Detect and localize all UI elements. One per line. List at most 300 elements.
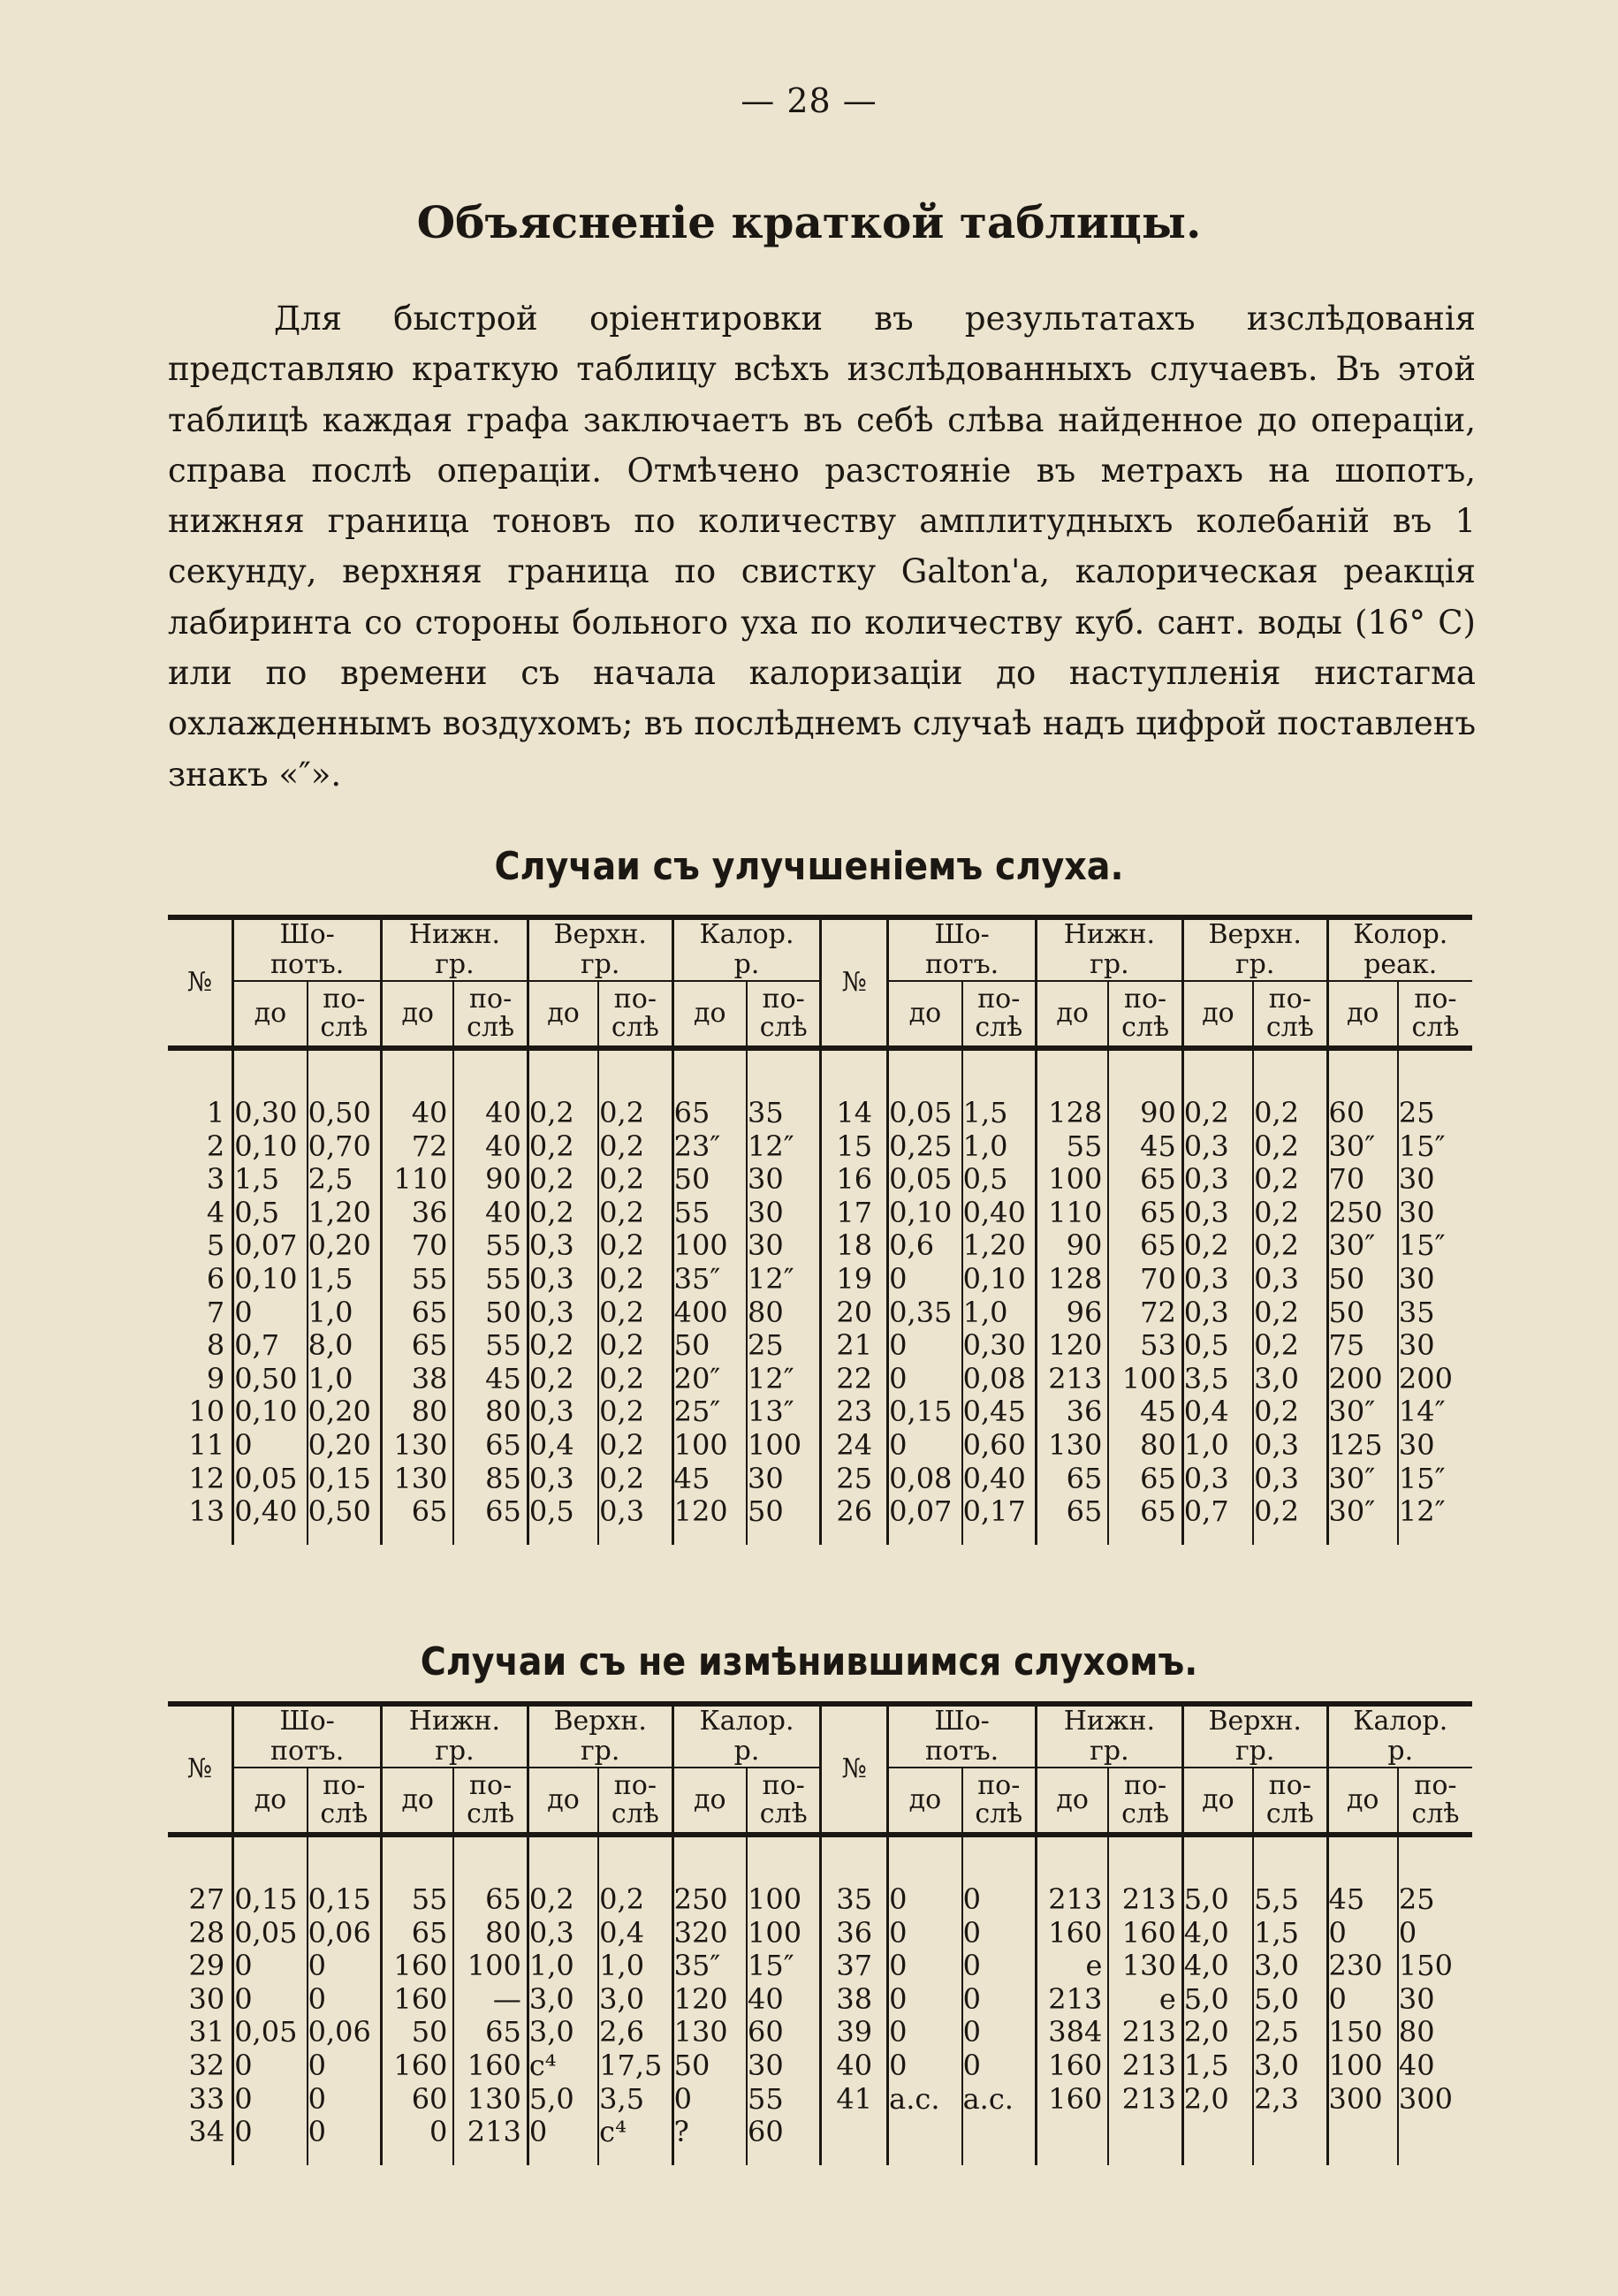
table-cell: 0 [888,1329,962,1363]
after-header: по- слѣ [1253,1768,1327,1835]
table-cell: 0,10 [233,1263,308,1296]
table-cell: 14 [821,1097,888,1130]
after-header: по- слѣ [747,1768,821,1835]
table-cell: 30 [1398,1163,1472,1197]
table-cell: 25″ [672,1395,747,1429]
table-cell: 45 [672,1463,747,1496]
table-cell: 0,3 [598,1495,672,1529]
table-cell: 0 [962,1883,1037,1917]
table-cell: 213 [1108,1883,1182,1917]
table-cell: 55 [382,1883,454,1917]
table-cell: 0,2 [1253,1229,1327,1263]
table-cell: 0,40 [233,1495,308,1529]
table-cell: 130 [382,1429,454,1463]
table-cell: 160 [1037,2083,1109,2117]
table-cell: 15 [821,1130,888,1164]
table-cell: 0 [233,1983,308,2017]
table-cell: 80 [1108,1429,1182,1463]
table-cell: 13 [188,1494,225,1529]
before-header: до [1182,981,1253,1048]
table-cell: 0,2 [528,1197,598,1230]
table-cell: 1,5 [1182,2049,1253,2083]
table-cell: 30 [747,1463,821,1496]
table-cell: 0 [308,1983,382,2017]
table-cell: 0,2 [1253,1163,1327,1197]
table-cell: 65 [672,1097,747,1130]
table-cell: 65 [382,1296,454,1330]
table-cell: 50 [1327,1296,1398,1330]
table-cell: 30 [747,2049,821,2083]
table-cell: 80 [1398,2016,1472,2049]
table-cell: 0 [962,2049,1037,2083]
table-cell: 65 [453,1429,528,1463]
table-cell: 35 [1398,1296,1472,1330]
table-cell: 40 [453,1130,528,1164]
table-cell: 5,0 [1253,1983,1327,2017]
table-cell: 80 [382,1395,454,1429]
unchanged-hearing-title: Случаи съ не измѣнившимся слухомъ. [420,1639,1198,1684]
table-cell: 7 [206,1295,225,1329]
table-cell: 0,06 [308,2016,382,2049]
after-header: по- слѣ [962,981,1037,1048]
table-cell: 100 [1037,1163,1109,1197]
table-cell: 0,5 [233,1197,308,1230]
after-header: по- слѣ [598,1768,672,1835]
table-cell: 2,6 [598,2016,672,2049]
table-cell: 0,3 [1182,1263,1253,1296]
table-cell: 0,50 [308,1097,382,1130]
table-cell: 0,3 [1182,1463,1253,1496]
table-cell: 3,0 [1253,2049,1327,2083]
before-header: до [233,1768,308,1835]
table-cell: 36 [382,1197,454,1230]
table-cell: 65 [453,1883,528,1917]
col-group-header: Калор. р. [1327,1707,1472,1768]
table-cell: 45 [1327,1883,1398,1917]
table-cell: 65 [1108,1495,1182,1529]
table-cell: 0,4 [528,1429,598,1463]
table-cell: 0,2 [528,1363,598,1396]
table-cell: 120 [672,1495,747,1529]
table-cell: 0 [233,1950,308,1983]
table-cell: 19 [821,1263,888,1296]
table-cell: 0,2 [598,1163,672,1197]
table-cell: 213 [1108,2016,1182,2049]
table-row [168,2049,1472,2083]
table-cell: 65 [382,1917,454,1950]
table-cell: 0 [1398,1917,1472,1950]
before-header: до [528,981,598,1048]
table-cell: 130 [1108,1950,1182,1983]
table-cell: 0 [308,2116,382,2149]
table-cell: 5,0 [1182,1883,1253,1917]
before-header: до [672,981,747,1048]
table-cell: 65 [1108,1463,1182,1496]
col-group-header: Шо- потъ. [888,1707,1037,1768]
table-cell: 16 [821,1163,888,1197]
table-cell: 55 [453,1229,528,1263]
table-cell: 30 [1398,1429,1472,1463]
table-cell: 25 [747,1329,821,1363]
table-row [168,1229,1472,1263]
table-cell: 0,7 [233,1329,308,1363]
table-cell: 45 [1108,1130,1182,1164]
table-cell: 55 [1037,1130,1109,1164]
table-cell: 213 [1108,2083,1182,2117]
table-cell: 30 [188,1981,225,2016]
table-cell: 150 [1398,1950,1472,1983]
table-cell: 9 [206,1361,225,1395]
table-cell: 40 [747,1983,821,2017]
before-header: до [1037,981,1109,1048]
table-row [168,2083,1472,2117]
table-cell: 1 [206,1096,225,1129]
table-row [168,1883,1472,1917]
before-header: до [888,981,962,1048]
table-cell: 1,20 [962,1229,1037,1263]
table-cell: 2,5 [308,1163,382,1197]
table-cell: 75 [1327,1329,1398,1363]
table-cell: 65 [453,2016,528,2049]
table-cell: 0,3 [1182,1130,1253,1164]
table-cell: 100 [453,1950,528,1983]
col-group-header: Шо- потъ. [888,920,1037,981]
table-cell: 100 [747,1429,821,1463]
table-cell: e [1037,1950,1109,1983]
table-cell: 40 [453,1197,528,1230]
table-cell: 65 [453,1495,528,1529]
table-cell: 55 [382,1263,454,1296]
table-cell: 35″ [672,1263,747,1296]
col-group-header: Нижн. гр. [382,920,528,981]
table-cell: 1,5 [1253,1917,1327,1950]
col-group-header: Нижн. гр. [1037,1707,1183,1768]
table-cell: 3,0 [528,1983,598,2017]
table-cell: 12″ [747,1130,821,1164]
table-cell: 1,5 [962,1097,1037,1130]
table-cell: 0 [888,1363,962,1396]
table-cell: 90 [1037,1229,1109,1263]
table-cell: 1,0 [962,1296,1037,1330]
table-cell: 0 [962,1917,1037,1950]
table-cell: 0,2 [598,1296,672,1330]
table-cell: 0,10 [962,1263,1037,1296]
table-cell: 0,5 [528,1495,598,1529]
table-cell: 1,0 [308,1296,382,1330]
table-cell: 60 [747,2016,821,2049]
table-row [168,1363,1472,1396]
table-cell: 3 [206,1162,225,1197]
table-cell: 0 [888,2016,962,2049]
improved-hearing-title: Случаи съ улучшеніемъ слуха. [494,844,1124,889]
col-group-header: Верхн. гр. [1182,1707,1327,1768]
table-cell: 90 [453,1163,528,1197]
table-cell: 30 [1398,1329,1472,1363]
table-cell: 0 [1327,1917,1398,1950]
table-cell: 0 [308,1950,382,1983]
table-cell: 0,2 [1253,1395,1327,1429]
table-row [168,1163,1472,1197]
table-cell: 0,2 [528,1130,598,1164]
table-cell: 0,2 [598,1395,672,1429]
table-cell: 0,4 [598,1917,672,1950]
table-cell: 200 [1398,1363,1472,1396]
table-cell: 1,0 [1182,1429,1253,1463]
table-cell: 130 [382,1463,454,1496]
table-row [168,1197,1472,1230]
table-cell: 65 [1037,1495,1109,1529]
table-cell: 0,7 [1182,1495,1253,1529]
table-cell: 0,5 [962,1163,1037,1197]
table-cell: 0 [888,1917,962,1950]
col-group-header: Колор. реак. [1327,920,1472,981]
table-cell: c⁴ [598,2116,672,2149]
table-cell: 120 [1037,1329,1109,1363]
table-cell: 12 [188,1461,225,1495]
table-cell: 0,2 [528,1883,598,1917]
table-cell: 300 [1327,2083,1398,2117]
table-cell: 8,0 [308,1329,382,1363]
table-cell: 0,20 [308,1229,382,1263]
table-cell: 0,07 [233,1229,308,1263]
table-cell: 130 [672,2016,747,2049]
table-cell: 40 [821,2049,888,2083]
table-cell: 0,2 [1182,1229,1253,1263]
table-cell: 2 [206,1129,225,1163]
table-cell: 33 [188,2081,225,2116]
table-cell: 70 [382,1229,454,1263]
table-cell: 200 [1327,1363,1398,1396]
col-number-header: № [821,920,888,1048]
table-cell: 0 [528,2116,598,2149]
table-cell: 0,2 [598,1263,672,1296]
table-cell: 27 [188,1882,225,1916]
table-cell: 20″ [672,1363,747,1396]
table-cell: 41 [821,2083,888,2117]
before-header: до [1327,981,1398,1048]
table-row [168,1495,1472,1529]
table-cell: 38 [382,1363,454,1396]
table-cell: 0,08 [962,1363,1037,1396]
table-cell: 0,3 [1182,1296,1253,1330]
table-cell: 0,15 [233,1883,308,1917]
table-cell: 0 [233,2049,308,2083]
table-cell: 160 [453,2049,528,2083]
table-cell: 0 [233,2083,308,2117]
table-row [168,1097,1472,1130]
table-cell: 21 [821,1329,888,1363]
table-cell: 12″ [747,1363,821,1396]
table-cell: 3,5 [1182,1363,1253,1396]
table-cell: 1,0 [308,1363,382,1396]
table-cell: 1,5 [308,1263,382,1296]
table-cell: 60 [1327,1097,1398,1130]
table-cell: 45 [453,1363,528,1396]
table-cell: 4 [206,1195,225,1229]
col-group-header: Калор. р. [672,920,821,981]
table-cell: 0,2 [598,1883,672,1917]
after-header: по- слѣ [453,981,528,1048]
table-cell: 11 [188,1427,225,1462]
col-number-header: № [186,967,213,998]
table-cell: e [1108,1983,1182,2017]
table-cell: 100 [747,1883,821,1917]
after-header: по- слѣ [1398,981,1472,1048]
table-cell: 30 [1398,1263,1472,1296]
table-cell: 5,5 [1253,1883,1327,1917]
explanation-paragraph: Для быстрой оріентировки въ результатахъ изслѣдованія представляю краткую таблицу всѣхъ изслѣдованныхъ случаевъ. Въ этой таблицѣ каждая графа заключаетъ въ себѣ слѣва найденное до операціи, справа послѣ операціи. Отмѣчено разстояніе въ метрахъ на шопотъ, нижняя граница тоновъ по количеству амплитудныхъ колебаній въ 1 секунду, верхняя граница по свистку Galton'a, калорическая реакція лабиринта со стороны больного уха по количеству куб. сант. воды (16° C) или по времени съ начала калоризаціи до наступленія нистагма охлажденнымъ воздухомъ; въ послѣднемъ случаѣ надъ цифрой поставленъ знакъ «″». [168,300,1476,794]
table-cell: 0 [888,1263,962,1296]
table-cell: 120 [672,1983,747,2017]
table-cell: 0,20 [308,1395,382,1429]
table-cell: 0,05 [233,2016,308,2049]
table-row [168,1296,1472,1330]
table-cell: 110 [1037,1197,1109,1230]
table-cell: 0 [233,1429,308,1463]
table-cell: 30 [747,1163,821,1197]
table-row [168,1130,1472,1164]
table-cell: 0 [382,2116,454,2149]
table-cell: — [453,1983,528,2017]
table-cell: 40 [1398,2049,1472,2083]
after-header: по- слѣ [453,1768,528,1835]
after-header: по- слѣ [308,1768,382,1835]
table-cell: 0,3 [528,1395,598,1429]
table-cell: 17,5 [598,2049,672,2083]
table-cell: 0,15 [888,1395,962,1429]
table-cell: 1,0 [962,1130,1037,1164]
table-cell: 23″ [672,1130,747,1164]
table-cell: 85 [453,1463,528,1496]
table-cell: 80 [453,1917,528,1950]
table-cell: 65 [1108,1197,1182,1230]
table-cell: 30 [747,1197,821,1230]
table-cell: 40 [382,1097,454,1130]
table-cell: 0,10 [233,1130,308,1164]
table-cell: 0 [233,2116,308,2149]
table-cell: 37 [821,1950,888,1983]
table-cell: 0,3 [1253,1263,1327,1296]
table-cell: 14″ [1398,1395,1472,1429]
table-cell: 0 [962,1950,1037,1983]
before-header: до [1037,1768,1109,1835]
table-cell: 65 [382,1329,454,1363]
col-group-header: Шо- потъ. [233,920,382,981]
table-row [168,1263,1472,1296]
table-cell: 0 [888,1983,962,2017]
table-cell: 53 [1108,1329,1182,1363]
table-cell: 0,4 [1182,1395,1253,1429]
table-cell: 70 [1108,1263,1182,1296]
table-cell: 0,2 [1253,1130,1327,1164]
table-cell [1327,2116,1398,2149]
table-cell: 130 [453,2083,528,2117]
col-group-header: Шо- потъ. [233,1707,382,1768]
table-row [168,2116,1472,2149]
before-header: до [233,981,308,1048]
table-cell [1108,2116,1182,2149]
table-cell: 50 [747,1495,821,1529]
table-cell: 50 [1327,1263,1398,1296]
table-cell: 8 [206,1328,225,1363]
table-cell: 72 [1108,1296,1182,1330]
table-cell: 0,05 [888,1097,962,1130]
after-header: по- слѣ [598,981,672,1048]
before-header: до [672,1768,747,1835]
before-header: до [1182,1768,1253,1835]
table-cell [1398,2116,1472,2149]
table-row [168,1329,1472,1363]
table-cell: 0,30 [962,1329,1037,1363]
table-cell: 2,3 [1253,2083,1327,2117]
table-cell: 160 [382,1950,454,1983]
table-cell: 5 [206,1228,225,1263]
table-cell: 160 [1037,1917,1109,1950]
table-cell: 0,60 [962,1429,1037,1463]
table-cell: 0,50 [233,1363,308,1396]
table-cell: 5,0 [528,2083,598,2117]
table-cell: 100 [672,1229,747,1263]
table-cell: 17 [821,1197,888,1230]
table-cell: 5,0 [1182,1983,1253,2017]
after-header: по- слѣ [1253,981,1327,1048]
table-cell: 2,0 [1182,2083,1253,2117]
table-cell: 4,0 [1182,1917,1253,1950]
table-cell: 15″ [1398,1463,1472,1496]
table-cell: 60 [382,2083,454,2117]
table-cell: 400 [672,1296,747,1330]
table-row [168,2016,1472,2049]
table-cell: 213 [1108,2049,1182,2083]
table-cell: 0,2 [1253,1296,1327,1330]
table-cell: 65 [382,1495,454,1529]
table-cell: 250 [1327,1197,1398,1230]
table-cell: 0,50 [308,1495,382,1529]
table-cell: 70 [1327,1163,1398,1197]
table-cell: 22 [821,1363,888,1396]
table-cell: 35″ [672,1950,747,1983]
table-cell: 31 [188,2015,225,2049]
col-group-header: Верхн. гр. [1182,920,1327,981]
table-cell: 34 [188,2115,225,2149]
after-header: по- слѣ [1108,981,1182,1048]
table-cell [888,2116,962,2149]
table-cell: 50 [453,1296,528,1330]
table-cell: 39 [821,2016,888,2049]
table-cell: 320 [672,1917,747,1950]
table-cell: a.c. [962,2083,1037,2117]
table-cell: a.c. [888,2083,962,2117]
table-cell: 35 [821,1883,888,1917]
table-cell: 0,3 [528,1296,598,1330]
table-row [168,1463,1472,1496]
table-cell: 0,3 [1253,1429,1327,1463]
table-cell: 38 [821,1983,888,2017]
table-cell: 0,2 [598,1130,672,1164]
table-cell: 0,70 [308,1130,382,1164]
table-cell: 24 [821,1429,888,1463]
table-cell: 213 [1037,1983,1109,2017]
table-cell [821,2116,888,2149]
table-cell: 300 [1398,2083,1472,2117]
table-cell: 30 [1398,1983,1472,2017]
table-cell: 0 [888,2049,962,2083]
table-cell: 30 [1398,1197,1472,1230]
table-cell: 160 [1108,1917,1182,1950]
table-cell: 0,2 [1253,1329,1327,1363]
table-cell: 0,3 [528,1229,598,1263]
improved-hearing-table [168,915,1472,1545]
